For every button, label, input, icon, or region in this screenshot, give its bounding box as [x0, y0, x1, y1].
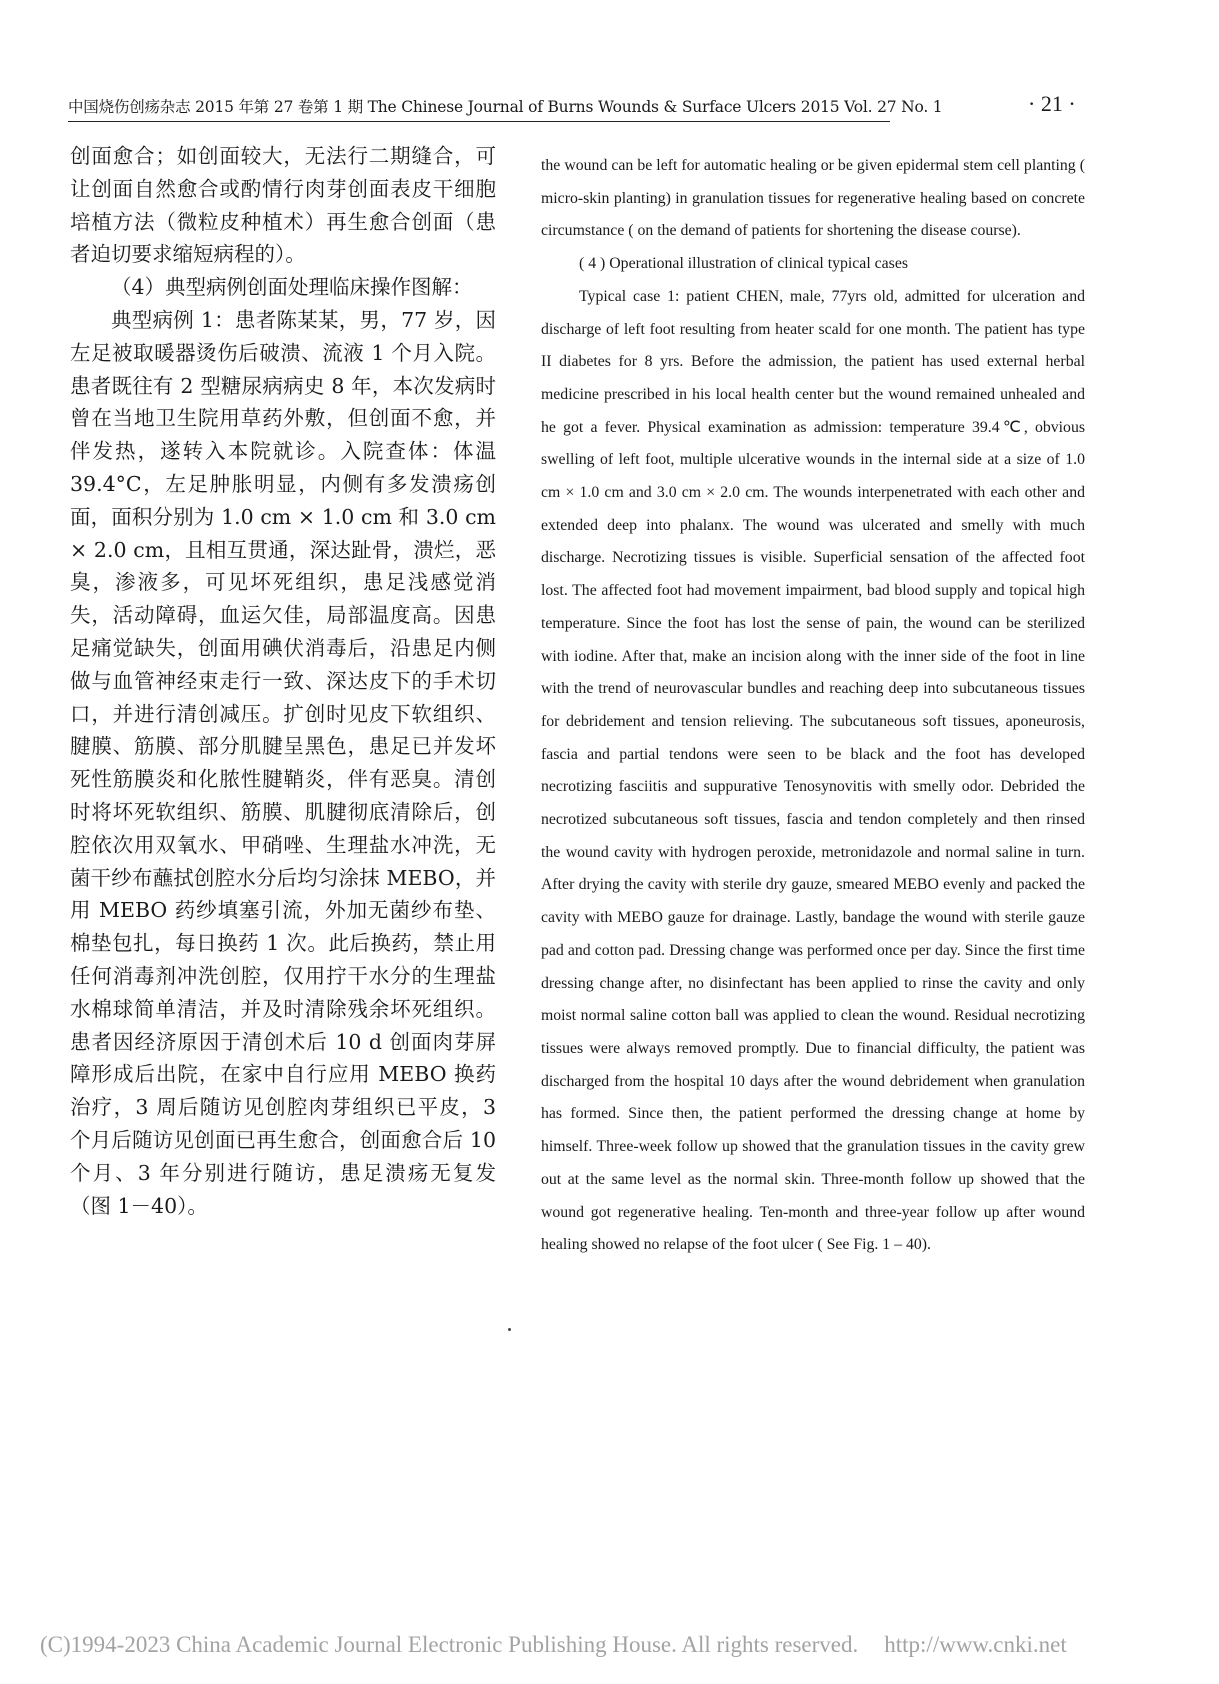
en-paragraph-continuation: the wound can be left for automatic healing or be given epidermal stem cell planting ( micro-skin planting) in granulation tissues for regenerative healing based on concrete circumstance ( on the demand of patients for shortening the disease course). — [541, 157, 1085, 240]
cn-paragraph-continuation: 创面愈合；如创面较大，无法行二期缝合，可让创面自然愈合或酌情行肉芽创面表皮干细胞培植方法（微粒皮种植术）再生愈合创面（患者迫切要求缩短病程的）。 — [70, 144, 496, 267]
header-rule — [68, 121, 890, 122]
journal-citation-line: 中国烧伤创疡杂志 2015 年第 27 卷第 1 期 The Chinese Journal of Burns Wounds & Surface Ulcers 2015 Vol. 27 No. 1 — [68, 98, 943, 116]
en-paragraph-section-heading: ( 4 ) Operational illustration of clinical typical cases — [579, 255, 908, 273]
cn-paragraph-case-1: 典型病例 1：患者陈某某，男，77 岁，因左足被取暖器烫伤后破溃、流液 1 个月入院。患者既往有 2 型糖尿病病史 8 年，本次发病时曾在当地卫生院用草药外敷，但创面不愈，并伴发热，遂转入本院就诊。入院查体：体温 39.4°C，左足肿胀明显，内侧有多发溃疡创面，面积分别为 1.0 cm × 1.0 cm 和 3.0 cm × 2.0 cm，且相互贯通，深达趾骨，溃烂，恶臭，渗液多，可见坏死组织，患足浅感觉消失，活动障碍，血运欠佳，局部温度高。因患足痛觉缺失，创面用碘伏消毒后，沿患足内侧做与血管神经束走行一致、深达皮下的手术切口，并进行清创减压。扩创时见皮下软组织、腱膜、筋膜、部分肌腱呈黑色，患足已并发坏死性筋膜炎和化脓性腱鞘炎，伴有恶臭。清创时将坏死软组织、筋膜、肌腱彻底清除后，创腔依次用双氧水、甲硝唑、生理盐水冲洗，无菌干纱布蘸拭创腔水分后均匀涂抹 MEBO，并用 MEBO 药纱填塞引流，外加无菌纱布垫、棉垫包扎，每日换药 1 次。此后换药，禁止用任何消毒剂冲洗创腔，仅用拧干水分的生理盐水棉球简单清洁，并及时清除残余坏死组织。患者因经济原因于清创术后 10 d 创面肉芽屏障形成后出院，在家中自行应用 MEBO 换药治疗，3 周后随访见创腔肉芽组织已平皮，3 个月后随访见创面已再生愈合，创面愈合后 10 个月、3 年分别进行随访，患足溃疡无复发（图 1－40）。 — [70, 307, 496, 1218]
cn-paragraph-section-heading: （4）典型病例创面处理临床操作图解： — [111, 275, 473, 300]
chinese-text-column — [70, 140, 496, 1222]
copyright-footer — [40, 1632, 1200, 1658]
en-paragraph-case-1: Typical case 1: patient CHEN, male, 77yrs old, admitted for ulceration and discharge of left foot resulting from heater scald for one month. The patient has type II diabetes for 8 yrs. Before the admission, the patient has used external herbal medicine prescribed in his local health center but the wound remained unhealed and he got a fever. Physical examination as admission: temperature 39.4℃, obvious swelling of left foot, multiple ulcerative wounds in the internal side at a size of 1.0 cm × 1.0 cm and 3.0 cm × 2.0 cm. The wounds interpenetrated with each other and extended deep into phalanx. The wound was ulcerated and smelly with much discharge. Necrotizing tissues is visible. Superficial sensation of the affected foot lost. The affected foot had movement impairment, bad blood supply and topical high temperature. Since the foot has lost the sense of pain, the wound can be sterilized with iodine. After that, make an incision along with the inner side of the foot in line with the trend of neurovascular bundles and reaching deep into subcutaneous tissues for debridement and tension relieving. The subcutaneous soft tissues, aponeurosis, fascia and partial tendons were seen to be black and the foot has developed necrotizing fasciitis and suppurative Tenosynovitis with smelly odor. Debrided the necrotized subcutaneous soft tissues, fascia and tendon completely and then rinsed the wound cavity with hydrogen peroxide, metronidazole and normal saline in turn. After drying the cavity with sterile dry gauze, smeared MEBO evenly and packed the cavity with MEBO gauze for drainage. Lastly, bandage the wound with sterile gauze pad and cotton pad. Dressing change was performed once per day. Since the first time dressing change after, no disinfectant has been applied to rinse the cavity and only moist normal saline cotton ball was applied to clean the wound. Residual necrotizing tissues were always removed promptly. Due to financial difficulty, the patient was discharged from the hospital 10 days after the wound debridement when granulation has formed. Since then, the patient performed the dressing change at home by himself. Three-week follow up showed that the granulation tissues in the cavity grew out at the same level as the normal skin. Three-month follow up showed that the wound got regenerative healing. Ten-month and three-year follow up after wound healing showed no relapse of the foot ulcer ( See Fig. 1 – 40). — [541, 287, 1085, 1254]
page-number: · 21 · — [1028, 91, 1076, 116]
footer-url-link[interactable]: http://www.cnki.net — [884, 1632, 1067, 1657]
stray-mark — [508, 1328, 511, 1331]
copyright-text: (C)1994-2023 China Academic Journal Electronic Publishing House. All rights reserved. — [40, 1632, 859, 1657]
running-header — [68, 91, 1076, 123]
english-text-column — [541, 150, 1085, 1262]
